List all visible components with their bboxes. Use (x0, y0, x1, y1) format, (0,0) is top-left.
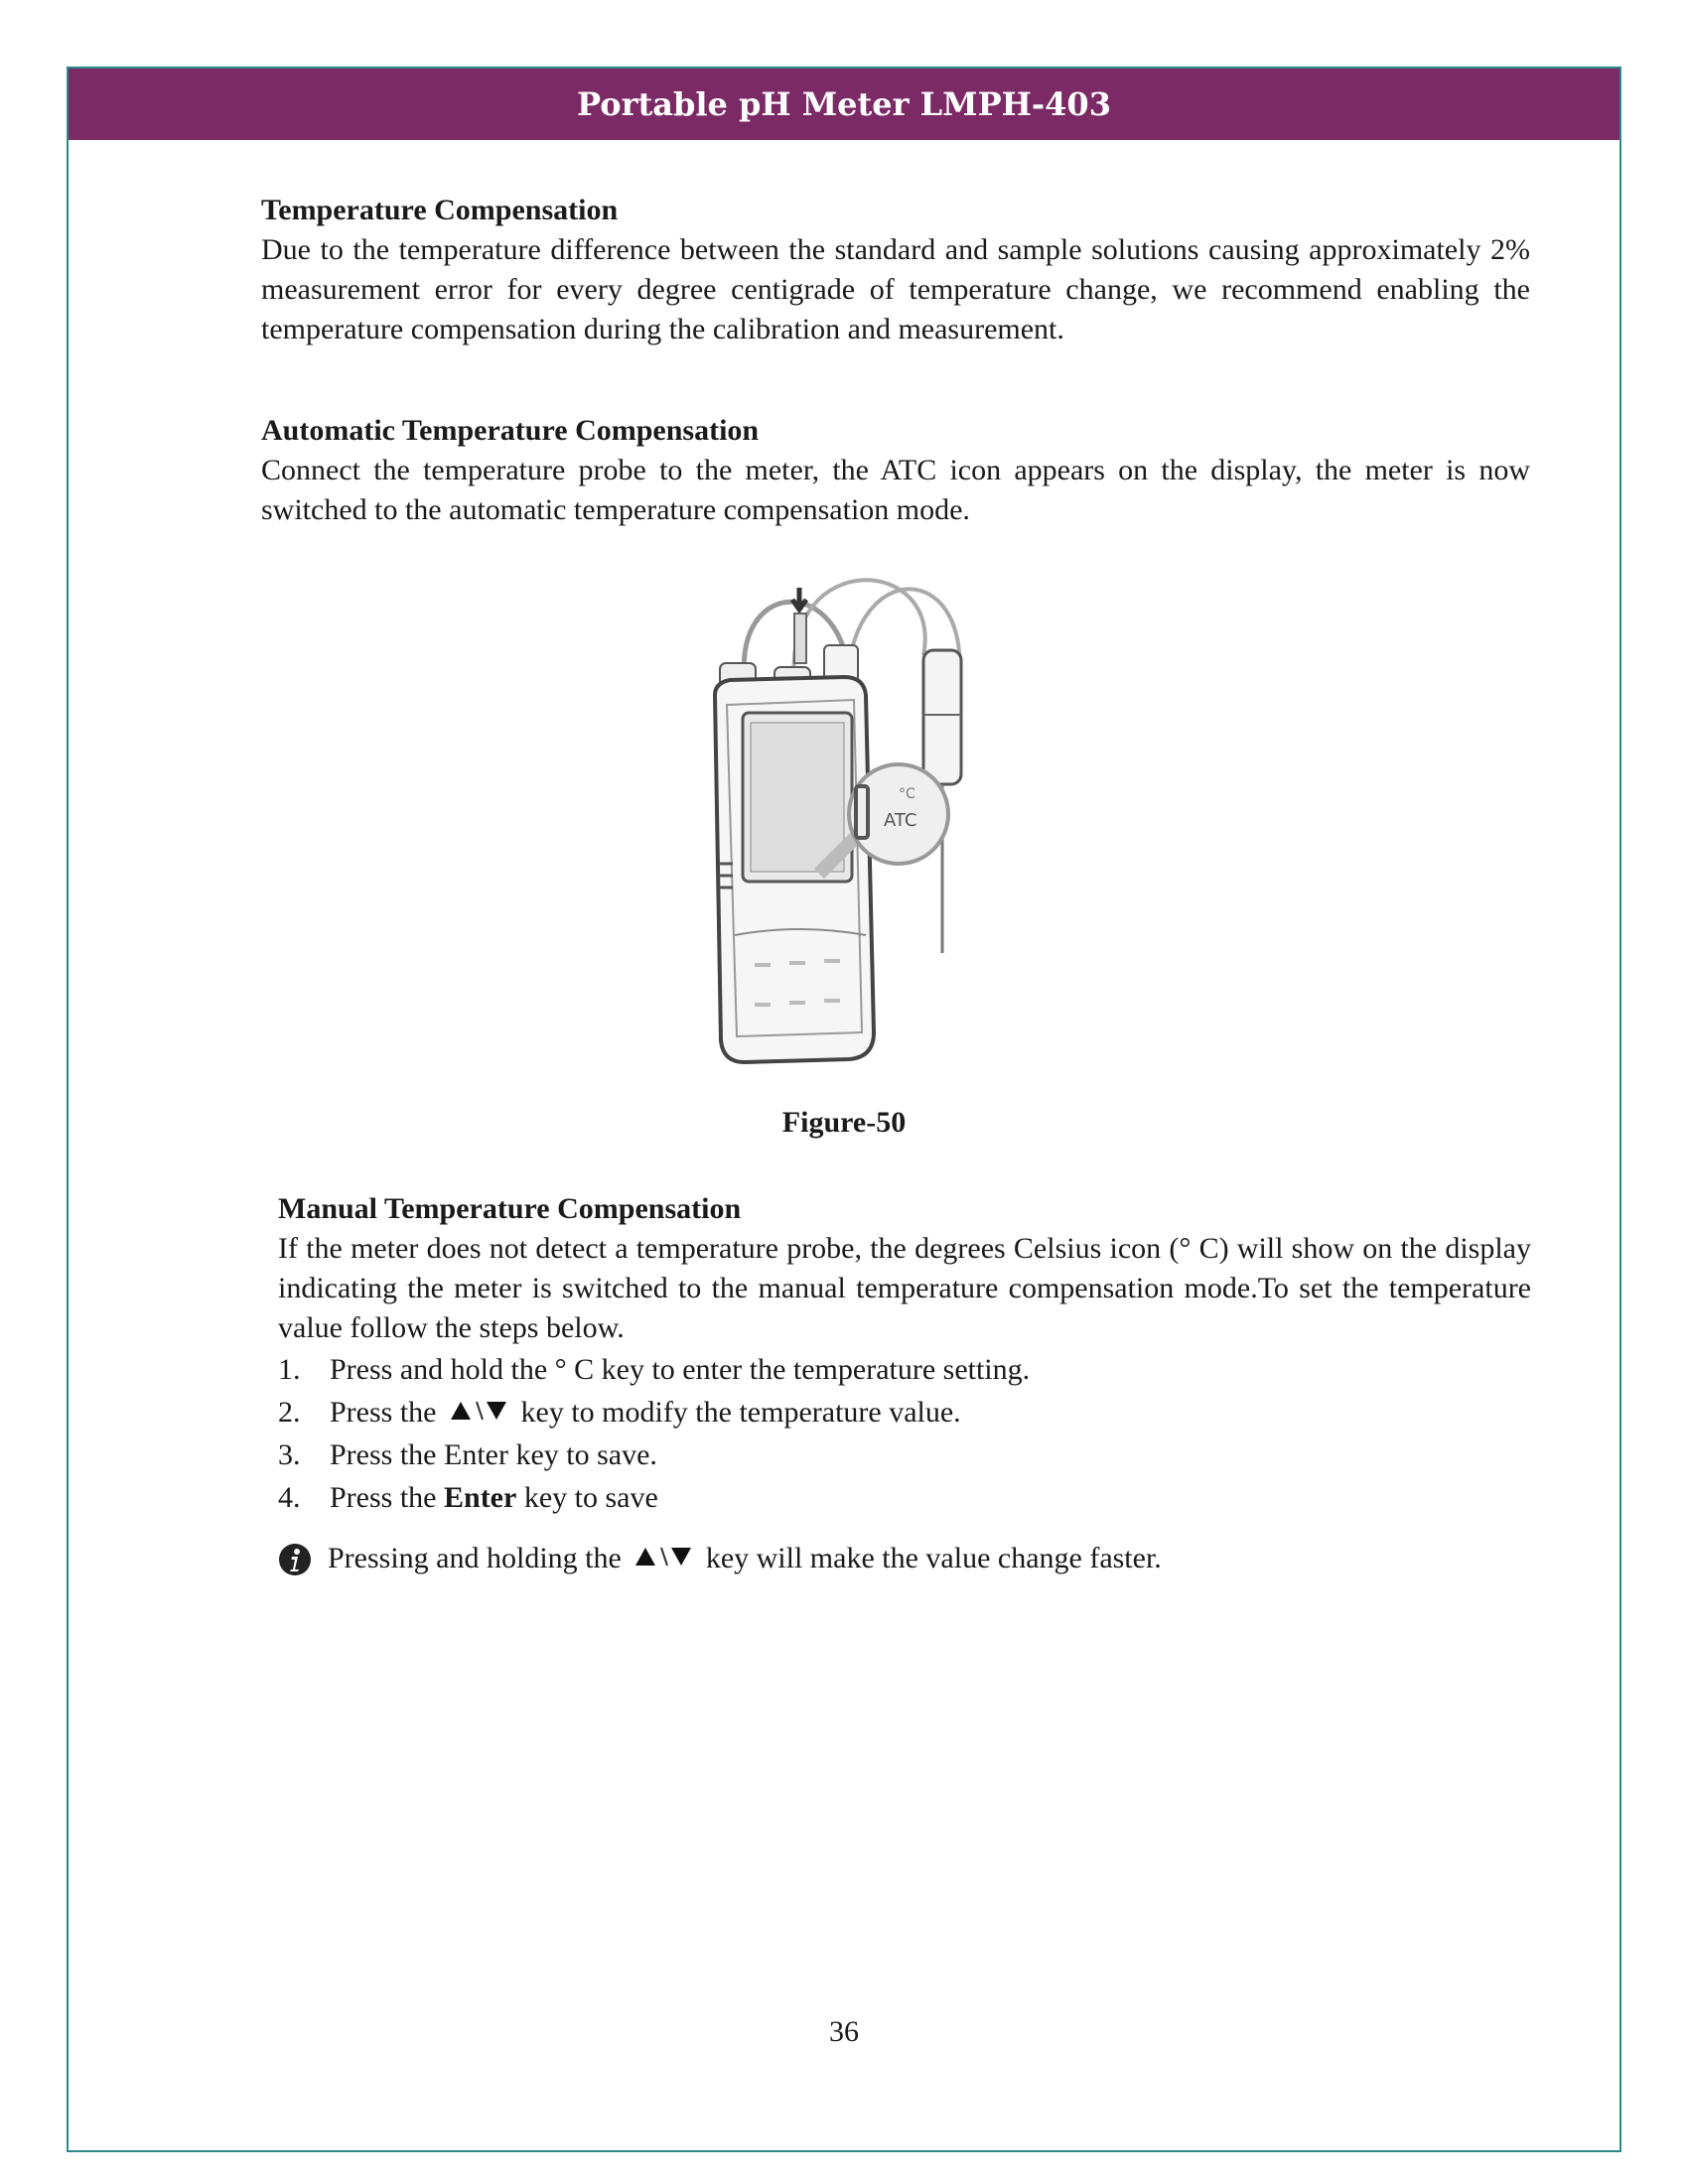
step-number: 4. (278, 1481, 301, 1514)
list-item (278, 1476, 1531, 1519)
figure-caption: Figure-50 (781, 1106, 907, 1139)
steps-list (278, 1348, 1531, 1519)
section-text: If the meter does not detect a temperature probe, the degrees Celsius icon (° C) will show on the display indicating the meter is switched to the manual temperature compensation mode.To set the temperature value follow the steps below. (278, 1232, 1531, 1344)
up-down-arrow-icon (633, 1544, 694, 1570)
section-manual-compensation (278, 1189, 1531, 1578)
step-text: Press the (330, 1396, 437, 1429)
step-text: key to modify the temperature value. (520, 1396, 961, 1429)
step-number: 2. (278, 1396, 301, 1429)
page-number: 36 (829, 2015, 859, 2048)
section-heading: Temperature Compensation (261, 194, 619, 226)
list-item (278, 1348, 1531, 1391)
up-down-arrow-icon (448, 1398, 509, 1424)
page-header-title: Portable pH Meter LMPH-403 (69, 68, 1619, 140)
step-text: Press the (330, 1481, 437, 1514)
note-text: Pressing and holding the (328, 1542, 622, 1574)
note-text: key will make the value change faster. (705, 1542, 1162, 1574)
step-number: 1. (278, 1353, 301, 1386)
step-text: Press and hold the ° C key to enter the temperature setting. (330, 1353, 1031, 1386)
ph-meter-illustration (675, 566, 1033, 1072)
section-temperature-compensation (261, 191, 1530, 349)
list-item (278, 1433, 1531, 1476)
section-heading: Manual Temperature Compensation (278, 1192, 742, 1225)
step-number: 3. (278, 1438, 301, 1471)
step-text: key to save (523, 1481, 658, 1514)
step-key-name: Enter (444, 1481, 517, 1514)
section-text: Connect the temperature probe to the meter, the ATC icon appears on the display, the meter is now switched to the automatic temperature compensation mode. (261, 454, 1530, 526)
callout-atc-label: ATC (884, 810, 917, 831)
section-text: Due to the temperature difference between the standard and sample solutions causing approximately 2% measurement error for every degree centigrade of temperature change, we recommend enabling the temperature compensation during the calibration and measurement. (261, 233, 1530, 345)
section-heading: Automatic Temperature Compensation (261, 414, 760, 447)
info-note (278, 1539, 1531, 1578)
callout-unit: °C (899, 786, 915, 802)
section-automatic-compensation (261, 411, 1530, 530)
list-item (278, 1391, 1531, 1433)
step-text: Press the Enter key to save. (330, 1438, 657, 1471)
info-icon (278, 1543, 312, 1576)
